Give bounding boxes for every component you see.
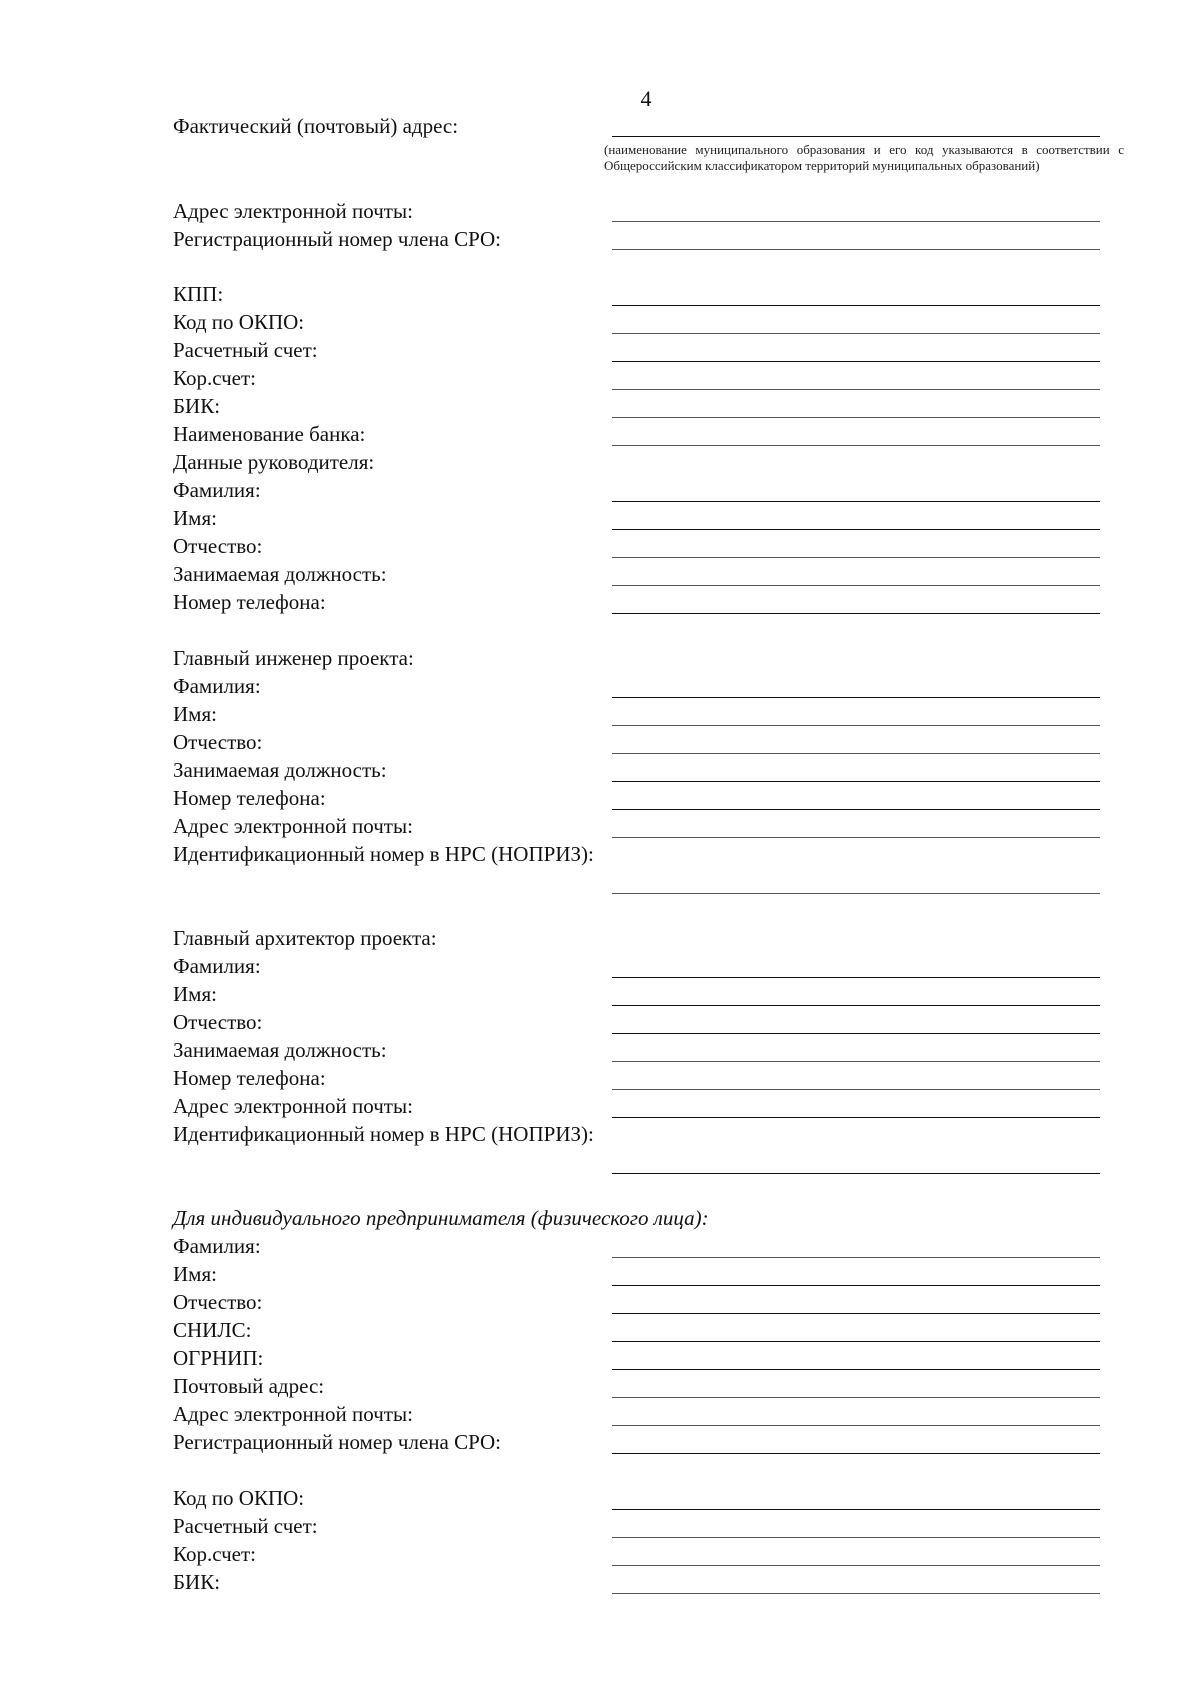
engineer-name-field[interactable] — [612, 725, 1100, 726]
director-heading: Данные руководителя: — [173, 450, 375, 474]
engineer-heading: Главный инженер проекта: — [173, 646, 414, 670]
engineer-name-label: Имя: — [173, 702, 217, 726]
individual-patronymic-label: Отчество: — [173, 1290, 263, 1314]
corr-account-field[interactable] — [612, 389, 1100, 390]
individual-corr-account-field[interactable] — [612, 1565, 1100, 1566]
bik-field[interactable] — [612, 417, 1100, 418]
director-surname-label: Фамилия: — [173, 478, 261, 502]
individual-surname-field[interactable] — [612, 1257, 1100, 1258]
individual-okpo-label: Код по ОКПО: — [173, 1486, 305, 1510]
director-phone-label: Номер телефона: — [173, 590, 326, 614]
okpo-label: Код по ОКПО: — [173, 310, 305, 334]
sro-field[interactable] — [612, 249, 1100, 250]
page-number: 4 — [640, 86, 652, 111]
individual-account-field[interactable] — [612, 1537, 1100, 1538]
engineer-patronymic-label: Отчество: — [173, 730, 263, 754]
individual-ogrnip-field[interactable] — [612, 1369, 1100, 1370]
director-patronymic-label: Отчество: — [173, 534, 263, 558]
architect-phone-field[interactable] — [612, 1089, 1100, 1090]
individual-sro-label: Регистрационный номер члена СРО: — [173, 1430, 502, 1454]
engineer-email-label: Адрес электронной почты: — [173, 814, 413, 838]
address-label: Фактический (почтовый) адрес: — [173, 114, 459, 138]
individual-surname-label: Фамилия: — [173, 1234, 261, 1258]
individual-heading: Для индивидуального предпринимателя (физического лица): — [173, 1206, 709, 1230]
engineer-patronymic-field[interactable] — [612, 753, 1100, 754]
engineer-phone-label: Номер телефона: — [173, 786, 326, 810]
engineer-email-field[interactable] — [612, 837, 1100, 838]
individual-okpo-field[interactable] — [612, 1509, 1100, 1510]
individual-account-label: Расчетный счет: — [173, 1514, 318, 1538]
director-surname-field[interactable] — [612, 501, 1100, 502]
architect-name-label: Имя: — [173, 982, 217, 1006]
architect-surname-field[interactable] — [612, 977, 1100, 978]
individual-postal-label: Почтовый адрес: — [173, 1374, 325, 1398]
architect-position-field[interactable] — [612, 1061, 1100, 1062]
director-phone-field[interactable] — [612, 613, 1100, 614]
address-field[interactable] — [612, 136, 1100, 137]
sro-label: Регистрационный номер члена СРО: — [173, 227, 502, 251]
architect-name-field[interactable] — [612, 1005, 1100, 1006]
bank-name-field[interactable] — [612, 445, 1100, 446]
individual-sro-field[interactable] — [612, 1453, 1100, 1454]
architect-nrs-label: Идентификационный номер в НРС (НОПРИЗ): — [173, 1122, 594, 1146]
architect-patronymic-label: Отчество: — [173, 1010, 263, 1034]
architect-email-label: Адрес электронной почты: — [173, 1094, 413, 1118]
architect-email-field[interactable] — [612, 1117, 1100, 1118]
architect-nrs-field[interactable] — [612, 1173, 1100, 1174]
individual-patronymic-field[interactable] — [612, 1313, 1100, 1314]
individual-name-field[interactable] — [612, 1285, 1100, 1286]
email-label: Адрес электронной почты: — [173, 199, 413, 223]
individual-email-label: Адрес электронной почты: — [173, 1402, 413, 1426]
account-label: Расчетный счет: — [173, 338, 318, 362]
architect-phone-label: Номер телефона: — [173, 1066, 326, 1090]
bank-name-label: Наименование банка: — [173, 422, 366, 446]
architect-patronymic-field[interactable] — [612, 1033, 1100, 1034]
individual-email-field[interactable] — [612, 1425, 1100, 1426]
individual-bik-field[interactable] — [612, 1593, 1100, 1594]
engineer-phone-field[interactable] — [612, 809, 1100, 810]
individual-snils-field[interactable] — [612, 1341, 1100, 1342]
engineer-surname-label: Фамилия: — [173, 674, 261, 698]
architect-surname-label: Фамилия: — [173, 954, 261, 978]
engineer-nrs-field[interactable] — [612, 893, 1100, 894]
corr-account-label: Кор.счет: — [173, 366, 257, 390]
individual-corr-account-label: Кор.счет: — [173, 1542, 257, 1566]
individual-name-label: Имя: — [173, 1262, 217, 1286]
engineer-surname-field[interactable] — [612, 697, 1100, 698]
individual-postal-field[interactable] — [612, 1397, 1100, 1398]
individual-bik-label: БИК: — [173, 1570, 221, 1594]
address-note: (наименование муниципального образования и его код указываются в соответствии с Общероссийским классификатором территорий муниципальных образований) — [604, 142, 1124, 173]
engineer-position-field[interactable] — [612, 781, 1100, 782]
director-patronymic-field[interactable] — [612, 557, 1100, 558]
email-field[interactable] — [612, 221, 1100, 222]
director-position-label: Занимаемая должность: — [173, 562, 387, 586]
engineer-position-label: Занимаемая должность: — [173, 758, 387, 782]
director-name-label: Имя: — [173, 506, 217, 530]
individual-snils-label: СНИЛС: — [173, 1318, 252, 1342]
kpp-label: КПП: — [173, 282, 224, 306]
architect-heading: Главный архитектор проекта: — [173, 926, 437, 950]
director-position-field[interactable] — [612, 585, 1100, 586]
bik-label: БИК: — [173, 394, 221, 418]
engineer-nrs-label: Идентификационный номер в НРС (НОПРИЗ): — [173, 842, 594, 866]
okpo-field[interactable] — [612, 333, 1100, 334]
kpp-field[interactable] — [612, 305, 1100, 306]
director-name-field[interactable] — [612, 529, 1100, 530]
account-field[interactable] — [612, 361, 1100, 362]
architect-position-label: Занимаемая должность: — [173, 1038, 387, 1062]
individual-ogrnip-label: ОГРНИП: — [173, 1346, 264, 1370]
